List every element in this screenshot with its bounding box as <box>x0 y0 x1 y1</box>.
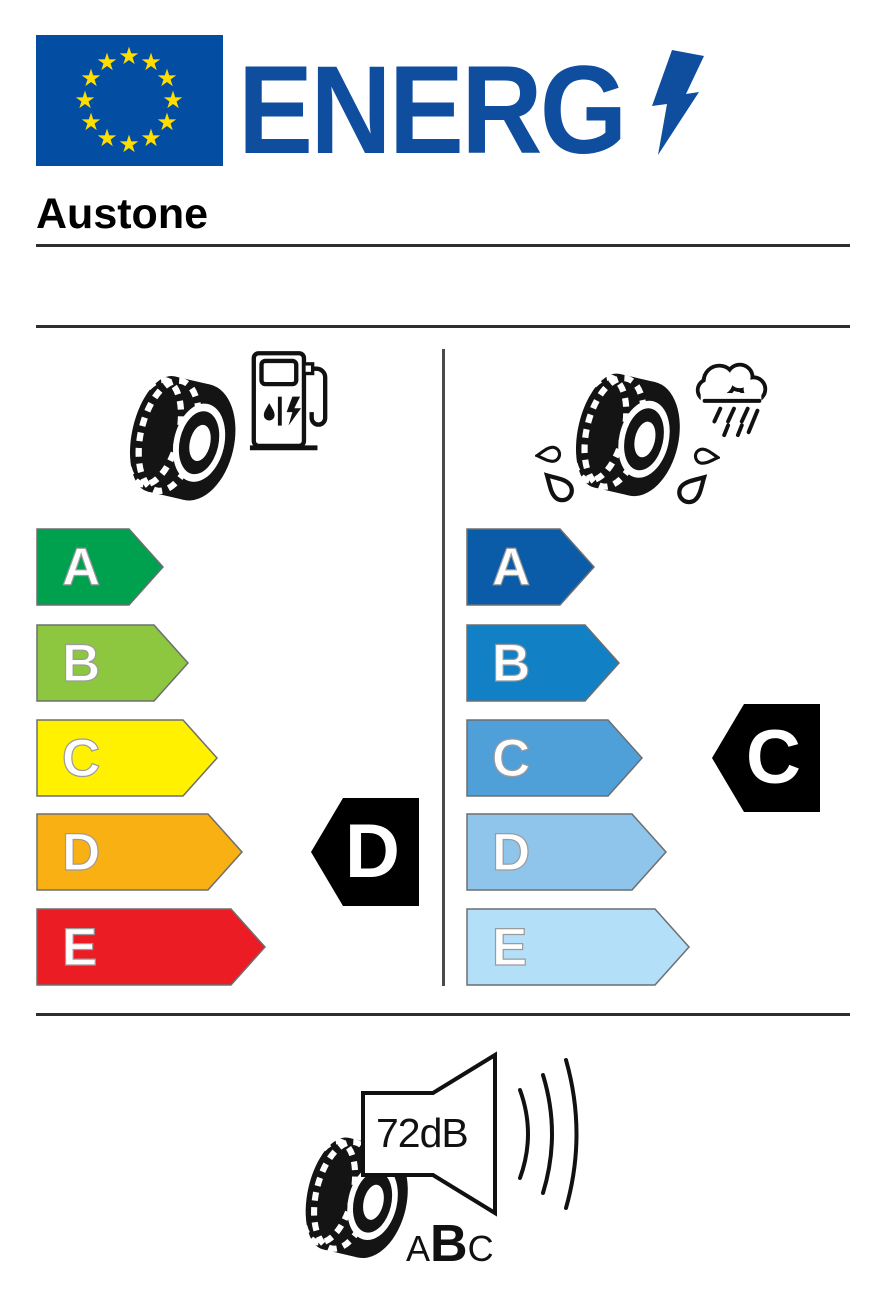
wet-grip-class-D-arrow <box>466 813 667 891</box>
noise-class-c: C <box>467 1228 494 1269</box>
fuel-rating-value: D <box>345 809 400 894</box>
fuel-class-E-label: E <box>62 917 98 977</box>
wet-grip-class-E-arrow <box>466 908 690 986</box>
svg-text:★: ★ <box>118 42 140 70</box>
fuel-class-B-label: B <box>62 633 101 693</box>
svg-text:★: ★ <box>118 130 140 158</box>
noise-db-value: 72dB <box>376 1110 468 1156</box>
divider-line-mid <box>36 325 850 328</box>
wet-grip-class-A-arrow <box>466 528 595 606</box>
fuel-class-A-arrow <box>36 528 164 606</box>
svg-text:★: ★ <box>156 108 178 136</box>
svg-text:★: ★ <box>80 108 102 136</box>
wet-grip-class-C-label: C <box>492 728 531 788</box>
wet-grip-class-D-label: D <box>492 822 531 882</box>
noise-rating-value: B <box>430 1215 468 1273</box>
tire-icon-fuel <box>120 366 246 512</box>
rain-cloud-icon <box>683 350 781 440</box>
svg-text:★: ★ <box>162 86 184 114</box>
wet-grip-class-B-arrow <box>466 624 620 702</box>
wet-grip-class-C-arrow <box>466 719 643 797</box>
fuel-class-A-label: A <box>62 537 101 597</box>
svg-text:★: ★ <box>156 64 178 92</box>
divider-line-bottom <box>36 1013 850 1016</box>
svg-text:★: ★ <box>80 64 102 92</box>
wet-grip-rating-value: C <box>746 715 801 800</box>
svg-text:★: ★ <box>96 48 118 76</box>
fuel-rating-marker <box>309 796 421 908</box>
svg-text:★: ★ <box>96 124 118 152</box>
brand-name: Austone <box>36 190 208 238</box>
eu-flag <box>36 35 223 166</box>
svg-text:★: ★ <box>140 48 162 76</box>
divider-line-top <box>36 244 850 247</box>
fuel-class-D-label: D <box>62 822 101 882</box>
fuel-class-C-arrow <box>36 719 218 797</box>
wet-grip-class-B-label: B <box>492 633 531 693</box>
wet-grip-class-E-label: E <box>492 917 528 977</box>
energ-logo-text: ENERG <box>238 41 625 180</box>
fuel-class-C-label: C <box>62 728 101 788</box>
fuel-class-D-arrow <box>36 813 243 891</box>
wet-grip-class-A-label: A <box>492 537 531 597</box>
fuel-class-B-arrow <box>36 624 189 702</box>
lightning-bolt-icon <box>652 50 704 155</box>
noise-class-scale <box>406 1214 494 1274</box>
noise-class-a: A <box>406 1228 431 1269</box>
fuel-pump-icon <box>248 350 330 452</box>
wet-grip-rating-marker <box>710 702 822 814</box>
vertical-divider <box>442 349 445 986</box>
svg-text:★: ★ <box>140 124 162 152</box>
svg-text:★: ★ <box>74 86 96 114</box>
fuel-class-E-arrow <box>36 908 266 986</box>
